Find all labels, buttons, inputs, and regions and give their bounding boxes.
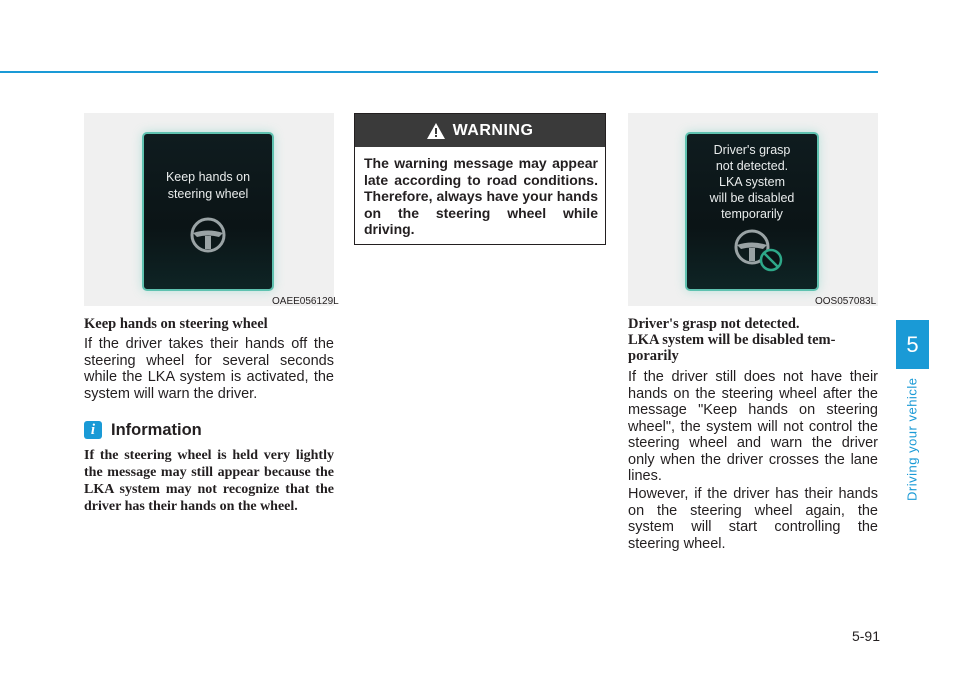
cluster-message-line-4: will be disabled	[709, 191, 795, 205]
cluster-message-line-2: not detected.	[715, 159, 789, 173]
cluster-message-line-1: Keep hands on	[165, 170, 251, 184]
cluster-display-disabled	[685, 132, 819, 291]
warning-box	[354, 113, 606, 245]
keep-hands-body: If the driver takes their hands off the steering wheel for several seconds while the LKA system is activated, the system will warn the driver.	[84, 336, 334, 402]
cluster-display	[142, 132, 274, 291]
grasp-body-2: However, if the driver has their hands on the steering wheel again, the system will start controlling the steering wheel.	[628, 486, 878, 552]
grasp-heading-line-1: Driver's grasp not detected.	[628, 316, 800, 332]
cluster-message-line-2: steering wheel	[167, 187, 249, 201]
cluster-message-line-5: temporarily	[721, 207, 783, 221]
chapter-title: Driving your vehicle	[904, 377, 920, 501]
keep-hands-figure	[84, 113, 334, 306]
steering-wheel-icon	[189, 216, 227, 254]
warning-text: The warning message may appear late according to road conditions. Therefore, always have your hands on the steering wheel while driving.	[364, 155, 598, 237]
cluster-message-line-1: Driver's grasp	[713, 143, 791, 157]
grasp-heading-line-3: porarily	[628, 348, 679, 364]
header-rule	[0, 71, 878, 73]
warning-triangle-icon	[427, 123, 445, 139]
grasp-body-1: If the driver still does not have their hands on the steering wheel after the message "Keep hands on steering wheel", the system will not control the steering wheel and warn the driver only when the driver crosses the lane lines.	[628, 369, 878, 484]
figure-code-right: OOS057083L	[815, 296, 877, 307]
figure-code-left: OAEE056129L	[272, 296, 339, 307]
information-icon: i	[84, 421, 102, 439]
warning-title: WARNING	[452, 121, 534, 139]
information-text: If the steering wheel is held very lightly the message may still appear because the LKA system may not recognize that the driver has their hands on the wheel.	[84, 448, 334, 514]
grasp-heading-line-2: LKA system will be disabled tem-	[628, 332, 836, 348]
grasp-not-detected-figure	[628, 113, 878, 306]
warning-header	[355, 114, 605, 147]
steering-wheel-disabled-icon	[733, 228, 785, 274]
information-title: Information	[111, 421, 202, 439]
keep-hands-heading: Keep hands on steering wheel	[84, 316, 268, 332]
page-number: 5-91	[851, 628, 880, 644]
cluster-message-line-3: LKA system	[719, 175, 785, 189]
chapter-tab: 5	[896, 320, 929, 369]
